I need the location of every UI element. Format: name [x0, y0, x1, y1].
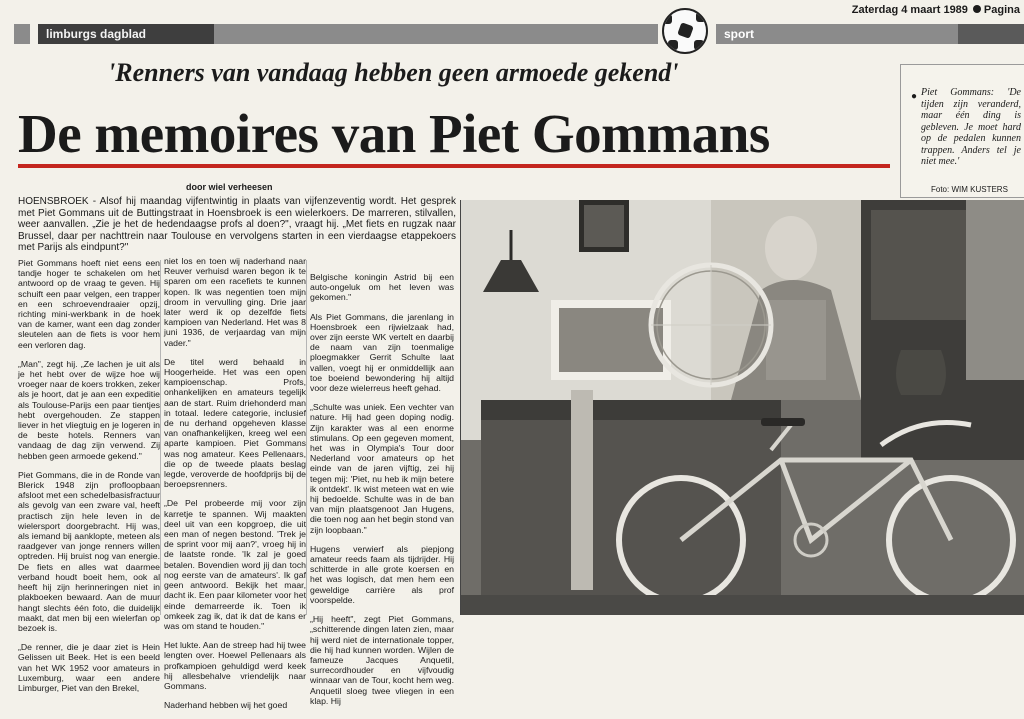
photo-illustration	[461, 200, 1024, 615]
section-label: sport	[716, 24, 964, 44]
byline: door wiel verheesen	[186, 182, 273, 192]
paragraph: „De Pel probeerde mij voor zijn karretje te spannen. Wij maakten deel uit van een kopgroep, die uit een man of negen bestond. 'Trek je de sprint voor mij aan?', vroeg hij in de laatste ronde. 'Ik zal je goed betalen. Bovendien word jij dan toch nog eerste van de amateurs'. Ik gaf geen antwoord. Bekijk het maar, dacht ik. Een paar kilometer voor het einde demarreerde ik. Toen ik omkeek zag ik, dat ik dat de kans er was om stand te houden."	[164, 498, 306, 631]
column-divider	[160, 260, 161, 615]
text-column-3	[310, 272, 454, 715]
football-icon	[662, 8, 708, 54]
paragraph: Het lukte. Aan de streep had hij twee lengten over. Hoewel Pellenaars als profkampioen gehuldigd werd keek hij allesbehalve vriendelijk naar Gommans.	[164, 640, 306, 691]
article-photo	[460, 200, 1024, 615]
section-header-bar	[0, 24, 1024, 46]
text-column-2	[164, 256, 306, 719]
paragraph: „Man", zegt hij. „Ze lachen je uit als je het hebt over de wijze hoe wij vroeger naar de koers trokken, zeker als je hoort, dat je aan een expeditie als Toulouse-Parijs een paar tientjes hebt overgehouden. Ze stappen liever in het vliegtuig en je logeren in de beste hotels. Renners van vandaag de dag zijn verwend. Zij hebben geen armoede gekend."	[18, 358, 160, 461]
headline-rule	[18, 164, 890, 168]
paragraph: Belgische koningin Astrid bij een auto-ongeluk om het leven was gekomen."	[310, 272, 454, 303]
paragraph: „De renner, die je daar ziet is Hein Gelissen uit Beek. Het is een beeld van het WK 1952 voor amateurs in Luxemburg, waar een andere Limburger, Piet van den Brekel,	[18, 642, 160, 693]
paper-name: limburgs dagblad	[38, 24, 222, 44]
photo-credit: Foto: WIM KUSTERS	[931, 185, 1008, 194]
header-bar-segment	[958, 24, 1024, 44]
bullet-icon	[973, 5, 981, 13]
article-headline: De memoires van Piet Gommans	[18, 103, 770, 164]
page-label: Pagina	[983, 4, 1020, 16]
text-column-1	[18, 258, 160, 702]
photo-caption-box	[900, 64, 1024, 198]
paragraph: De titel werd behaald in Hoogerheide. Het was een open kampioenschap. Profs, onhankelijken en amateurs tegelijk aan de start. Ruim driehonderd man in totaal. Iedere categorie, inclusief de nu derhand opgeheven klasse van onafhankelijken, kreeg wel een aparte kampioen. Piet Gommans was nog amateur. Kees Pellenaars, die op de tweede plaats beslag legde, veroverde de hoofdprijs bij de beroepsrenners.	[164, 356, 306, 490]
paragraph: „Hij heeft", zegt Piet Gommans, „schitterende dingen laten zien, maar hij werd niet de internationale topper, die hij had kunnen worden. Wijlen de fameuze Jacques Anquetil, surrecordhouder en vijfvoudig winnaar van de Tour, kocht hem weg. Anquetil sloeg twee vliegen in een klap. Hij	[310, 614, 454, 706]
header-bar-segment	[214, 24, 658, 44]
paragraph: Naderhand hebben wij het goed	[164, 700, 288, 711]
bullet-icon: ●	[911, 91, 918, 102]
article-lede: HOENSBROEK - Alsof hij maandag vijfentwintig in plaats van vijfenzeventig wordt. Het gesprek met Piet Gommans uit de Buttingstraat in Hoensbroek is een wielerkoers. De marreren, stilvallen, weer aanvallen. „Zie je het de hedendaagse profs al doen?", vraagt hij. „Met fiets en rugzak naar Brussel, daar per nachttrein naar Toulouse en vervolgens starten in een vierdaagse etappekoers met Parijs als eindpunt?"	[18, 196, 456, 253]
paragraph: Piet Gommans, die in de Ronde van Blerick 1948 zijn profloopbaan afsloot met een schedelbasisfractuur als gevolg van een zware val, heeft practisch zijn hele leven in de wielersport doorgebracht. Hij was, als iemand bij aanklopte, meteen als raadgever van jonge renners willen optreden. Hij bruist nog van energie. De fiets en alles wat daarmee verband houdt boeit hem, ook al heeft hij zijn herinneringen niet in plakboeken bewaard. Aan de muur hangt slechts één foto, die duidelijk maakt, dat men bij een wielerfan op bezoek is.	[18, 469, 160, 633]
header-bar-segment	[14, 24, 30, 44]
article-kicker: 'Renners van vandaag hebben geen armoede gekend'	[108, 58, 679, 87]
paragraph: Als Piet Gommans, die jarenlang in Hoensbroek een rijwielzaak had, over zijn eerste WK vertelt en daarbij de naam van zijn toenmalige ploegmakker Gerrit Schulte laat vallen, voegt hij er onmiddellijk aan toe boeiend bewondering hij altijd voor deze wielerreus heeft gehad.	[310, 311, 454, 394]
paragraph: Hugens verwierf als piepjong amateur reeds faam als tijdrijder. Hij schitterde in alle grote koersen en het was logisch, dat men hem een geweldige carrière als prof voorspelde.	[310, 543, 454, 605]
date-line	[852, 4, 1020, 16]
paragraph: niet los en toen wij naderhand naar Reuver verhuisd waren begon ik te sparen om een racefiets te kunnen kopen. Ik was negentien toen mijn droom in vervulling ging. Drie jaar later werd ik op dezelfde fiets kampioen van Nederland. Het was 8 juni 1936, de verjaardag van mijn vader."	[164, 256, 306, 348]
caption-quote: Piet Gommans: 'De tijden zijn veranderd, maar één ding is gebleven. Je moet hard op de pedalen kunnen trappen. Anders tel je niet mee.'	[921, 87, 1021, 167]
column-divider	[306, 260, 307, 615]
paragraph: „Schulte was uniek. Een vechter van nature. Hij had geen doping nodig. Zijn karakter was al een enorme stimulans. Op een gegeven moment, het was in Olympia's Tour door Nederland voor amateurs op het einde van de jaren vijftig, zei hij tegen mij: 'Piet, nu heb ik mijn betere ik ontdekt'. Ik wist meteen wat en wie hij bedoelde. Schulte was in de ban van mijn plaatsgenoot Jan Hugens, die toen nog aan het begin stond van zijn loopbaan."	[310, 402, 454, 535]
edition-date: Zaterdag 4 maart 1989	[851, 4, 968, 16]
paragraph: Piet Gommans hoeft niet eens een tandje hoger te schakelen om het antwoord op de vraag te geven. Hij schuift een paar velgen, een trapper en een schroevendraaier opzij, richting mini-werkbank in de hoek van de kamer, want een dag zonder sleutelen aan de fiets is voor hem een verloren dag.	[18, 258, 160, 350]
